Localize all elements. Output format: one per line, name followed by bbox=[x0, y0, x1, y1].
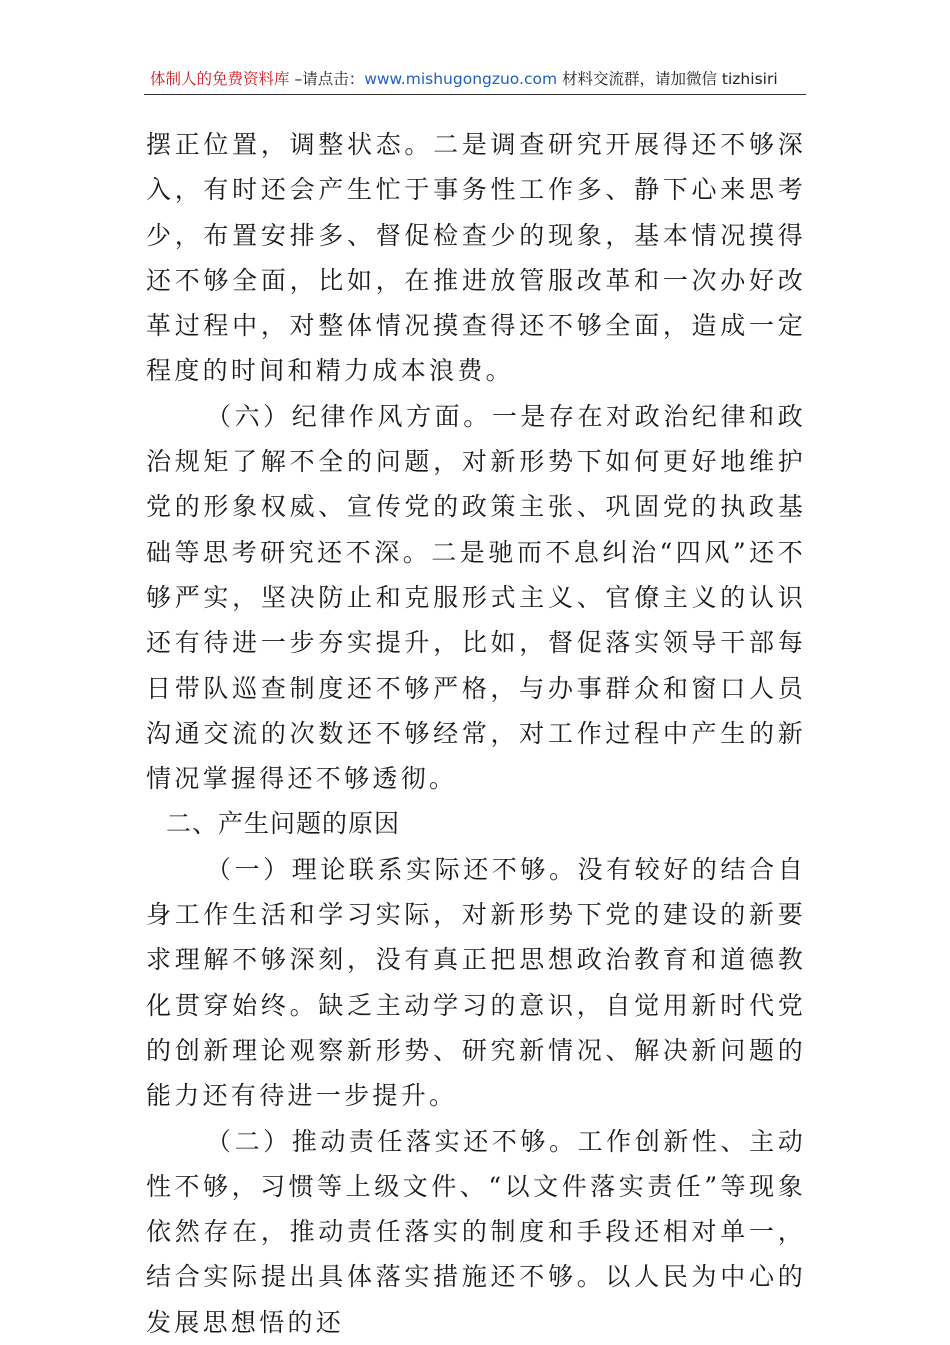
header-prompt: –请点击： bbox=[289, 70, 365, 88]
section-heading-causes: 二、产生问题的原因 bbox=[166, 809, 401, 839]
paragraph-continuation: 摆正位置，调整状态。二是调查研究开展得还不够深入，有时还会产生忙于事务性工作多、静下心来思考少，布置安排多、督促检查少的现象，基本情况摸得还不够全面，比如，在推进放管服改革和一次办好改革过程中，对整体情况摸查得还不够全面，造成一定程度的时间和精力成本浪费。 bbox=[146, 130, 806, 386]
paragraph-theory-practice: （一）理论联系实际还不够。没有较好的结合自身工作生活和学习实际，对新形势下党的建设的新要求理解不够深刻，没有真正把思想政治教育和道德教化贯穿始终。缺乏主动学习的意识，自觉用新时代党的创新理论观察新形势、研究新情况、解决新问题的能力还有待进一步提升。 bbox=[146, 854, 806, 1111]
document-body bbox=[146, 122, 806, 1345]
paragraph-responsibility: （二）推动责任落实还不够。工作创新性、主动性不够，习惯等上级文件、“以文件落实责任”等现象依然存在，推动责任落实的制度和手段还相对单一，结合实际提出具体落实措施还不够。以人民为中心的发展思想悟的还 bbox=[146, 1126, 806, 1337]
paragraph-discipline-style: （六）纪律作风方面。一是存在对政治纪律和政治规矩了解不全的问题，对新形势下如何更好地维护党的形象权威、宣传党的政策主张、巩固党的执政基础等思考研究还不深。二是驰而不息纠治“四风”还不够严实，坚决防止和克服形式主义、官僚主义的认识还有待进一步夯实提升，比如，督促落实领导干部每日带队巡查制度还不够严格，与办事群众和窗口人员沟通交流的次数还不够经常，对工作过程中产生的新情况掌握得还不够透彻。 bbox=[146, 401, 806, 794]
header-brand: 体制人的免费资料库 bbox=[150, 70, 290, 88]
header-divider bbox=[144, 94, 806, 95]
header-contact: 材料交流群，请加微信 tizhisiri bbox=[557, 70, 778, 88]
header-link[interactable]: www.mishugongzuo.com bbox=[364, 70, 558, 88]
page-header bbox=[150, 68, 808, 90]
